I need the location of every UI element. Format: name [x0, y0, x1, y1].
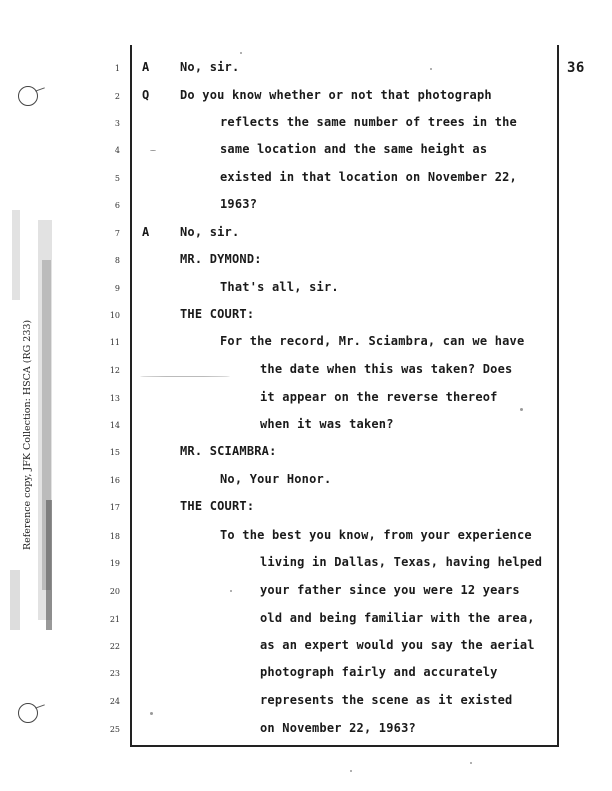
transcript-line — [0, 60, 612, 80]
transcript-line — [0, 721, 612, 741]
transcript-line — [0, 170, 612, 190]
line-number: 22 — [109, 642, 120, 651]
scan-speckle — [150, 150, 156, 151]
line-number: 5 — [114, 174, 120, 183]
line-text: reflects the same number of trees in the — [220, 115, 517, 129]
transcript-line — [0, 88, 612, 108]
line-number: 12 — [109, 366, 120, 375]
line-text: represents the scene as it existed — [260, 693, 513, 707]
line-number: 8 — [114, 256, 120, 265]
transcript-line — [0, 555, 612, 575]
scan-speckle — [430, 68, 432, 70]
transcript-line — [0, 115, 612, 135]
line-text: 1963? — [220, 197, 258, 211]
bottom-margin-rule — [130, 745, 558, 747]
transcript-line — [0, 499, 612, 519]
line-number: 17 — [109, 503, 120, 512]
scan-speckle — [350, 770, 352, 772]
line-text: MR. DYMOND: — [180, 252, 262, 266]
line-number: 11 — [109, 338, 120, 347]
transcript-line — [0, 390, 612, 410]
transcript-line — [0, 693, 612, 713]
line-number: 24 — [109, 697, 120, 706]
transcript-line — [0, 638, 612, 658]
scan-speckle — [240, 52, 242, 54]
transcript-line — [0, 197, 612, 217]
line-number: 25 — [109, 725, 120, 734]
line-number: 16 — [109, 476, 120, 485]
transcript-line — [0, 665, 612, 685]
line-text: No, Your Honor. — [220, 472, 332, 486]
line-number: 3 — [114, 119, 120, 128]
line-number: 7 — [114, 229, 120, 238]
transcript-line — [0, 334, 612, 354]
transcript-line — [0, 528, 612, 548]
line-number: 18 — [109, 532, 120, 541]
line-number: 23 — [109, 669, 120, 678]
line-number: 21 — [109, 615, 120, 624]
transcript-line — [0, 280, 612, 300]
line-text: it appear on the reverse thereof — [260, 390, 498, 404]
scan-speckle — [230, 590, 232, 592]
line-text: photograph fairly and accurately — [260, 665, 498, 679]
transcript-line — [0, 472, 612, 492]
transcript-line — [0, 611, 612, 631]
transcript-line — [0, 252, 612, 272]
line-text: Do you know whether or not that photograph — [180, 88, 492, 102]
line-number: 20 — [109, 587, 120, 596]
line-number: 13 — [109, 394, 120, 403]
transcript-line — [0, 225, 612, 245]
line-text: For the record, Mr. Sciambra, can we have — [220, 334, 525, 348]
line-number: 9 — [114, 284, 120, 293]
speaker-label: Q — [142, 88, 150, 102]
transcript-line — [0, 142, 612, 162]
archive-stamp-text: Reference copy, JFK Collection: HSCA (RG 233) — [22, 319, 33, 550]
line-text: same location and the same height as — [220, 142, 488, 156]
line-number: 2 — [114, 92, 120, 101]
line-text: THE COURT: — [180, 307, 255, 321]
page-number: 36 — [567, 60, 585, 76]
speaker-label: A — [142, 225, 150, 239]
transcript-line — [0, 444, 612, 464]
line-text: as an expert would you say the aerial — [260, 638, 535, 652]
line-text: your father since you were 12 years — [260, 583, 520, 597]
line-text: THE COURT: — [180, 499, 255, 513]
scan-speckle — [140, 376, 230, 377]
line-text: No, sir. — [180, 60, 240, 74]
line-text: old and being familiar with the area, — [260, 611, 535, 625]
line-text: To the best you know, from your experience — [220, 528, 532, 542]
line-text: MR. SCIAMBRA: — [180, 444, 277, 458]
line-text: living in Dallas, Texas, having helped — [260, 555, 543, 569]
line-number: 4 — [114, 146, 120, 155]
line-number: 19 — [109, 559, 120, 568]
transcript-line — [0, 362, 612, 382]
line-number: 1 — [114, 64, 120, 73]
scan-speckle — [470, 762, 472, 764]
transcript-line — [0, 307, 612, 327]
transcript-line — [0, 417, 612, 437]
line-text: That's all, sir. — [220, 280, 339, 294]
scan-speckle — [520, 408, 523, 411]
line-text: existed in that location on November 22, — [220, 170, 517, 184]
line-number: 15 — [109, 448, 120, 457]
line-text: when it was taken? — [260, 417, 394, 431]
scan-speckle — [150, 712, 153, 715]
line-number: 6 — [114, 201, 120, 210]
speaker-label: A — [142, 60, 150, 74]
line-number: 10 — [109, 311, 120, 320]
transcript-line — [0, 583, 612, 603]
line-text: on November 22, 1963? — [260, 721, 416, 735]
line-text: No, sir. — [180, 225, 240, 239]
line-number: 14 — [109, 421, 120, 430]
line-text: the date when this was taken? Does — [260, 362, 513, 376]
